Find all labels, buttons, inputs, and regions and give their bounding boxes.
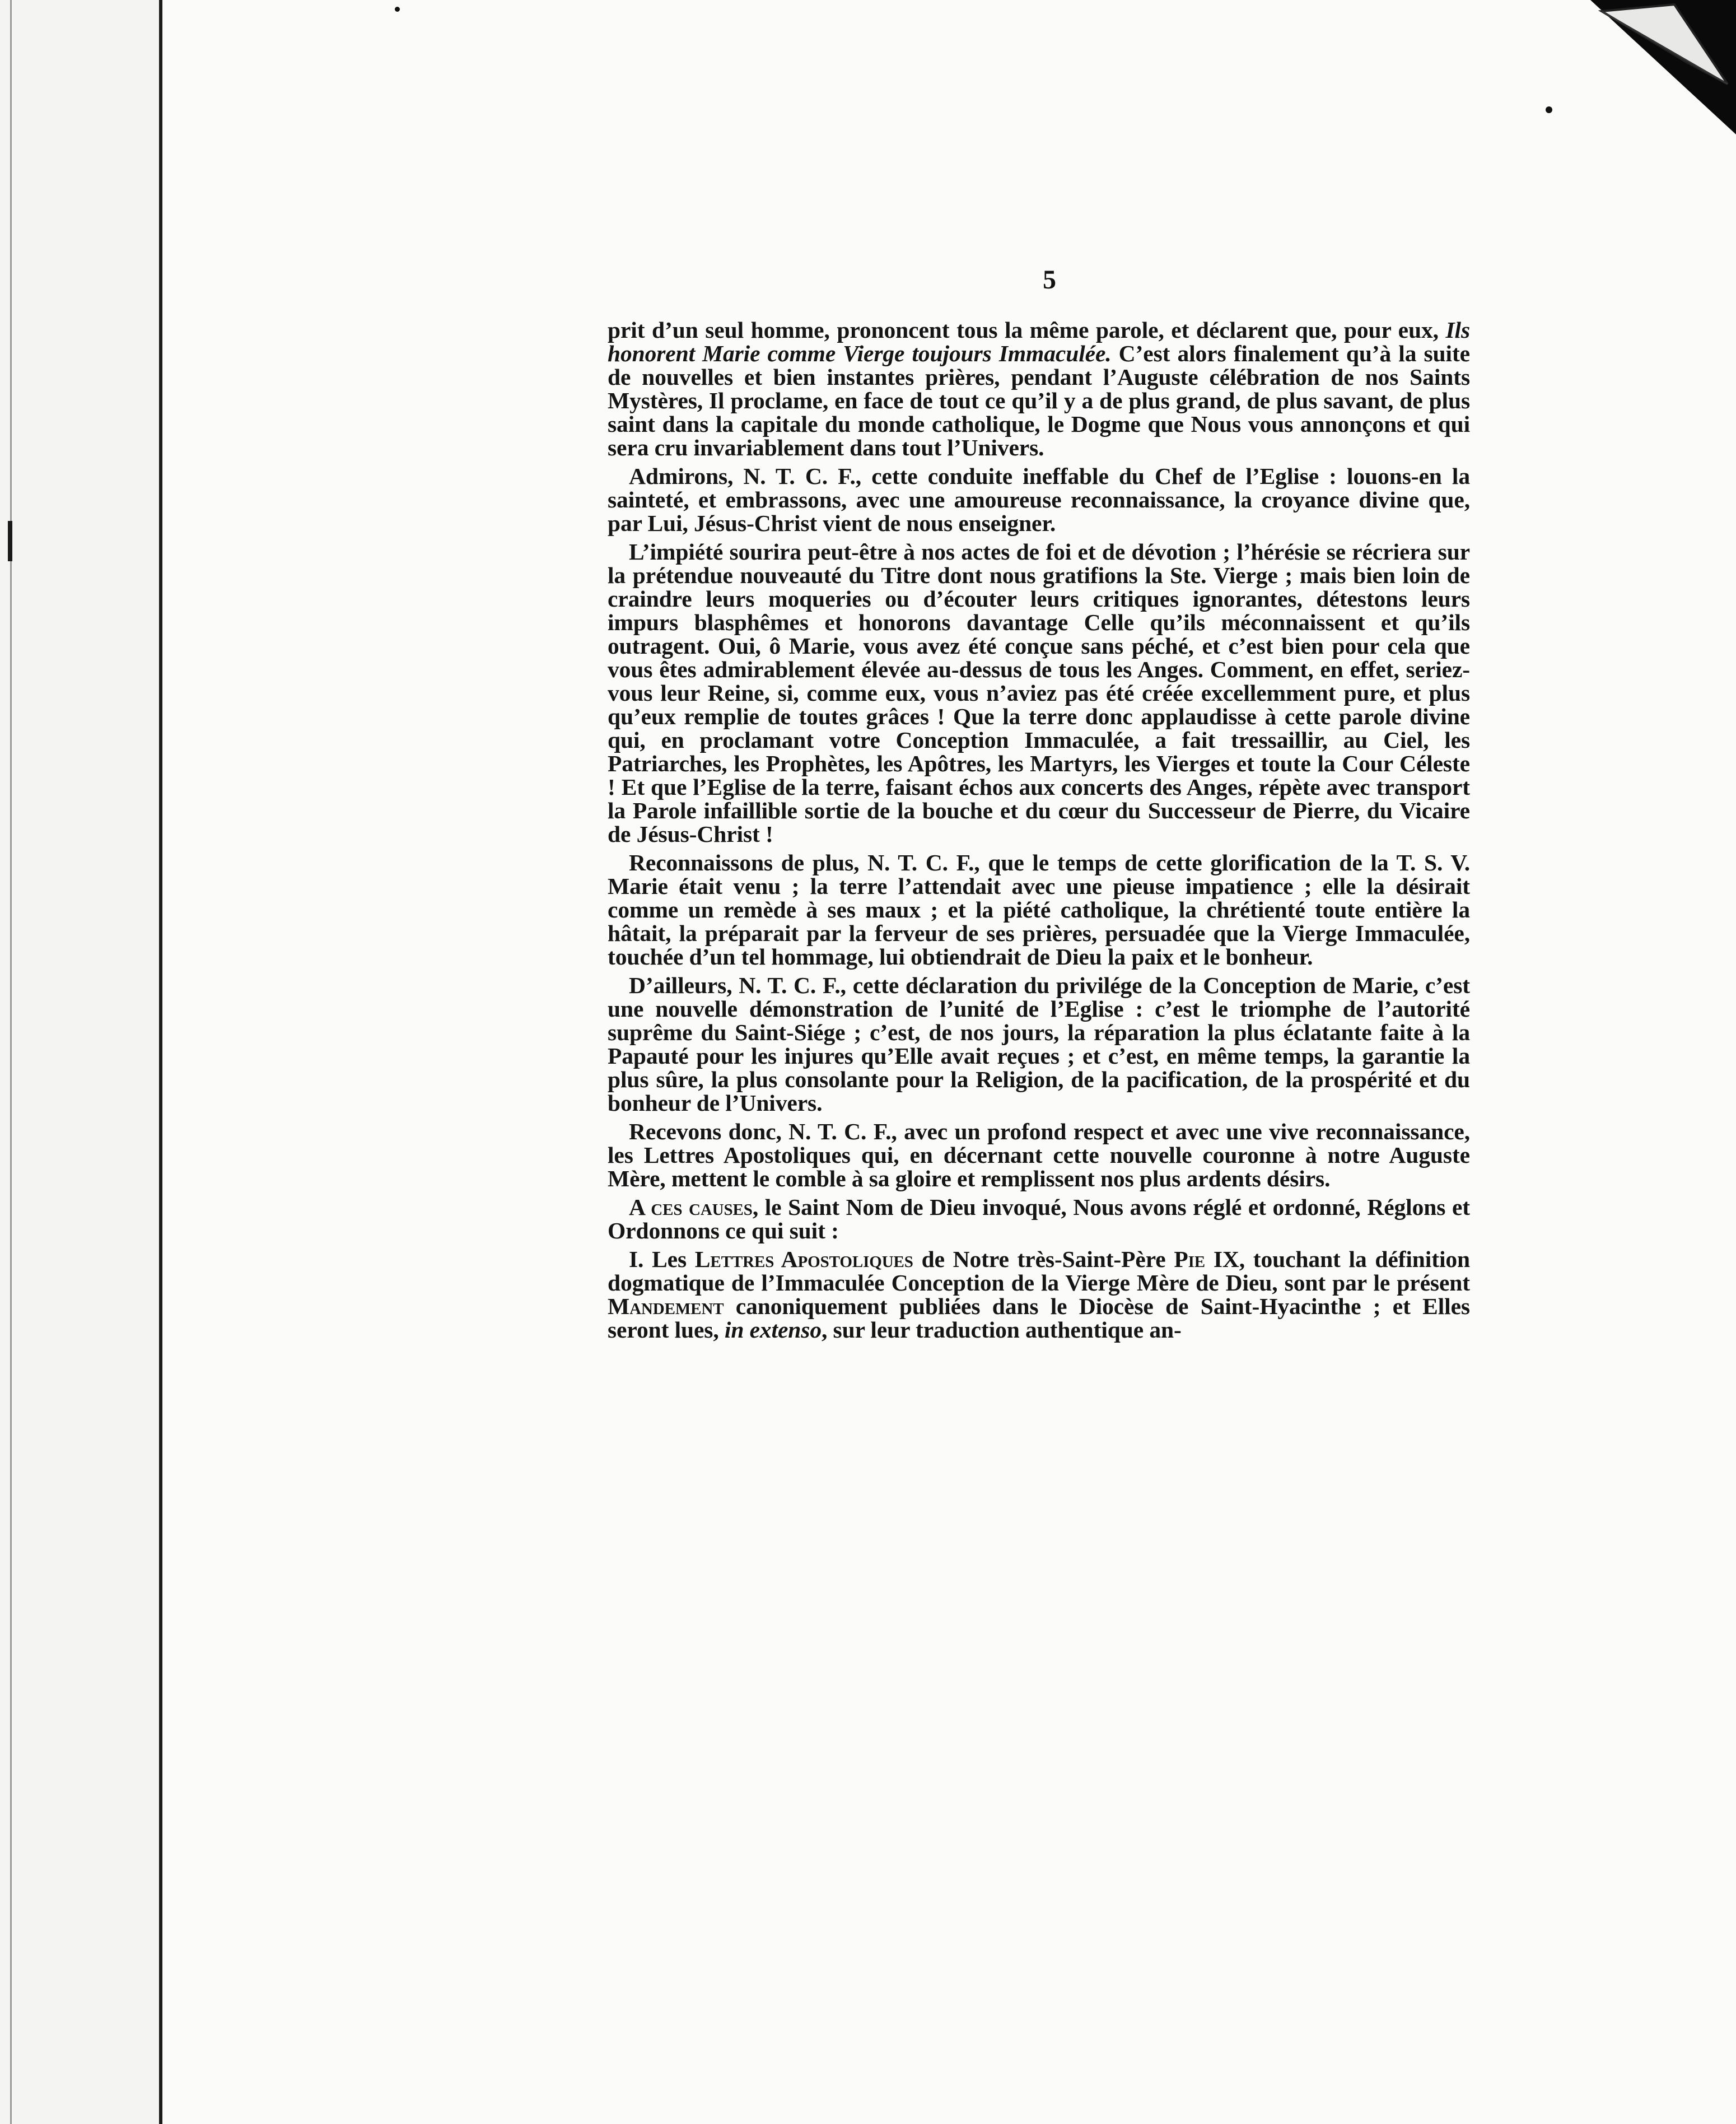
page-edge-line [10,0,12,2124]
body-text [608,318,1470,1347]
text-run: , le Saint Nom de Dieu invoqué, Nous avons réglé et ordonné, Réglons et Ordonnons ce qui suit : [608,1194,1470,1243]
text-run: canoniquement publiées dans le Diocèse de Saint-Hyacinthe ; et Elles seront lues, [608,1293,1470,1343]
document-page [162,0,1736,2124]
paragraph [608,1247,1470,1342]
paragraph [608,318,1470,459]
folded-corner [1590,0,1736,134]
paragraph [608,851,1470,968]
left-page-edge [0,0,162,2124]
text-run: L’impiété sourira peut-être à nos actes de foi et de dévotion ; l’hérésie se récriera sur la prétendue nouveauté du Titre dont nous gratifions la Ste. Vierge ; mais bien loin de craindre leurs moqueries ou d’écouter leurs critiques ignorantes, détestons leurs impurs blasphêmes et honorons davantage Celle qu’ils méconnaissent et qu’ils outragent. Oui, ô Marie, vous avez été conçue sans péché, et c’est bien pour cela que vous êtes admirablement élevée au-dessus de tous les Anges. Comment, en effet, seriez-vous leur Reine, si, comme eux, vous n’aviez pas été créée excellemment pure, et plus qu’eux remplie de toutes grâces ! Que la terre donc applaudisse à cette parole divine qui, en proclamant votre Conception Immaculée, a fait tressaillir, au Ciel, les Patriarches, les Prophètes, les Apôtres, les Martyrs, les Vierges et toute la Cour Céleste ! Et que l’Eglise de la terre, faisant échos aux concerts des Anges, répète avec transport la Parole infaillible sortie de la bouche et du cœur du Successeur de Pierre, du Vicaire de Jésus-Christ ! [608,539,1470,847]
text-run: Admirons, N. T. C. F., cette conduite ineffable du Chef de l’Eglise : louons-en la sainteté, et embrassons, avec une amoureuse reconnaissance, la croyance divine que, par Lui, Jésus-Christ vient de nous enseigner. [608,463,1470,536]
text-run: Recevons donc, N. T. C. F., avec un profond respect et avec une vive reconnaissance, les Lettres Apostoliques qui, en décernant cette nouvelle couronne à notre Auguste Mère, mettent le comble à sa gloire et remplissent nos plus ardents désirs. [608,1119,1470,1191]
paragraph [608,974,1470,1115]
text-run: , sur leur traduction authentique an- [822,1317,1182,1343]
page-number: 5 [1043,265,1056,295]
paragraph [608,464,1470,535]
paragraph [608,540,1470,846]
print-speck [1546,106,1552,113]
italic-text: Ils honorent Marie comme Vierge toujours Immaculée. [608,317,1470,366]
text-run: I. Les [629,1246,695,1272]
small-caps-text: Lettres Apostoliques [694,1246,913,1272]
small-caps-text: ces causes [651,1194,753,1220]
small-caps-text: Pie [1174,1246,1206,1272]
paragraph [608,1195,1470,1242]
text-run: A [629,1194,651,1220]
text-run: IX, touchant la définition dogmatique de l’Immaculée Conception de la Vierge Mère de Dieu, sont par le présent [608,1246,1470,1296]
margin-mark [8,521,12,561]
paragraph [608,1120,1470,1190]
text-run: D’ailleurs, N. T. C. F., cette déclaration du privilége de la Conception de Marie, c’est une nouvelle démonstration de l’unité de l’Eglise : c’est le triomphe de l’autorité suprême du Saint-Siége ; c’est, de nos jours, la réparation la plus éclatante faite à la Papauté pour les injures qu’Elle avait reçues ; et c’est, en même temps, la garantie la plus sûre, la plus consolante pour la Religion, de la pacification, de la prospérité et du bonheur de l’Univers. [608,972,1470,1116]
small-caps-text: Mandement [608,1293,724,1319]
text-run: prit d’un seul homme, prononcent tous la même parole, et déclarent que, pour eux, [608,317,1446,343]
print-speck [395,7,400,12]
text-run: C’est alors finalement qu’à la suite de nouvelles et bien instantes prières, pendant l’Auguste célébration de nos Saints Mystères, Il proclame, en face de tout ce qu’il y a de plus grand, de plus savant, de plus saint dans la capitale du monde catholique, le Dogme que Nous vous annonçons et qui sera cru invariablement dans tout l’Univers. [608,341,1470,460]
text-run: de Notre très-Saint-Père [913,1246,1174,1272]
italic-text: in extenso [724,1317,822,1343]
text-run: Reconnaissons de plus, N. T. C. F., que le temps de cette glorification de la T. S. V. Marie était venu ; la terre l’attendait avec une pieuse impatience ; elle la désirait comme un remède à ses maux ; et la piété catholique, la chrétienté toute entière la hâtait, la préparait par la ferveur de ses prières, persuadée que la Vierge Immaculée, touchée d’un tel hommage, lui obtiendrait de Dieu la paix et le bonheur. [608,850,1470,970]
